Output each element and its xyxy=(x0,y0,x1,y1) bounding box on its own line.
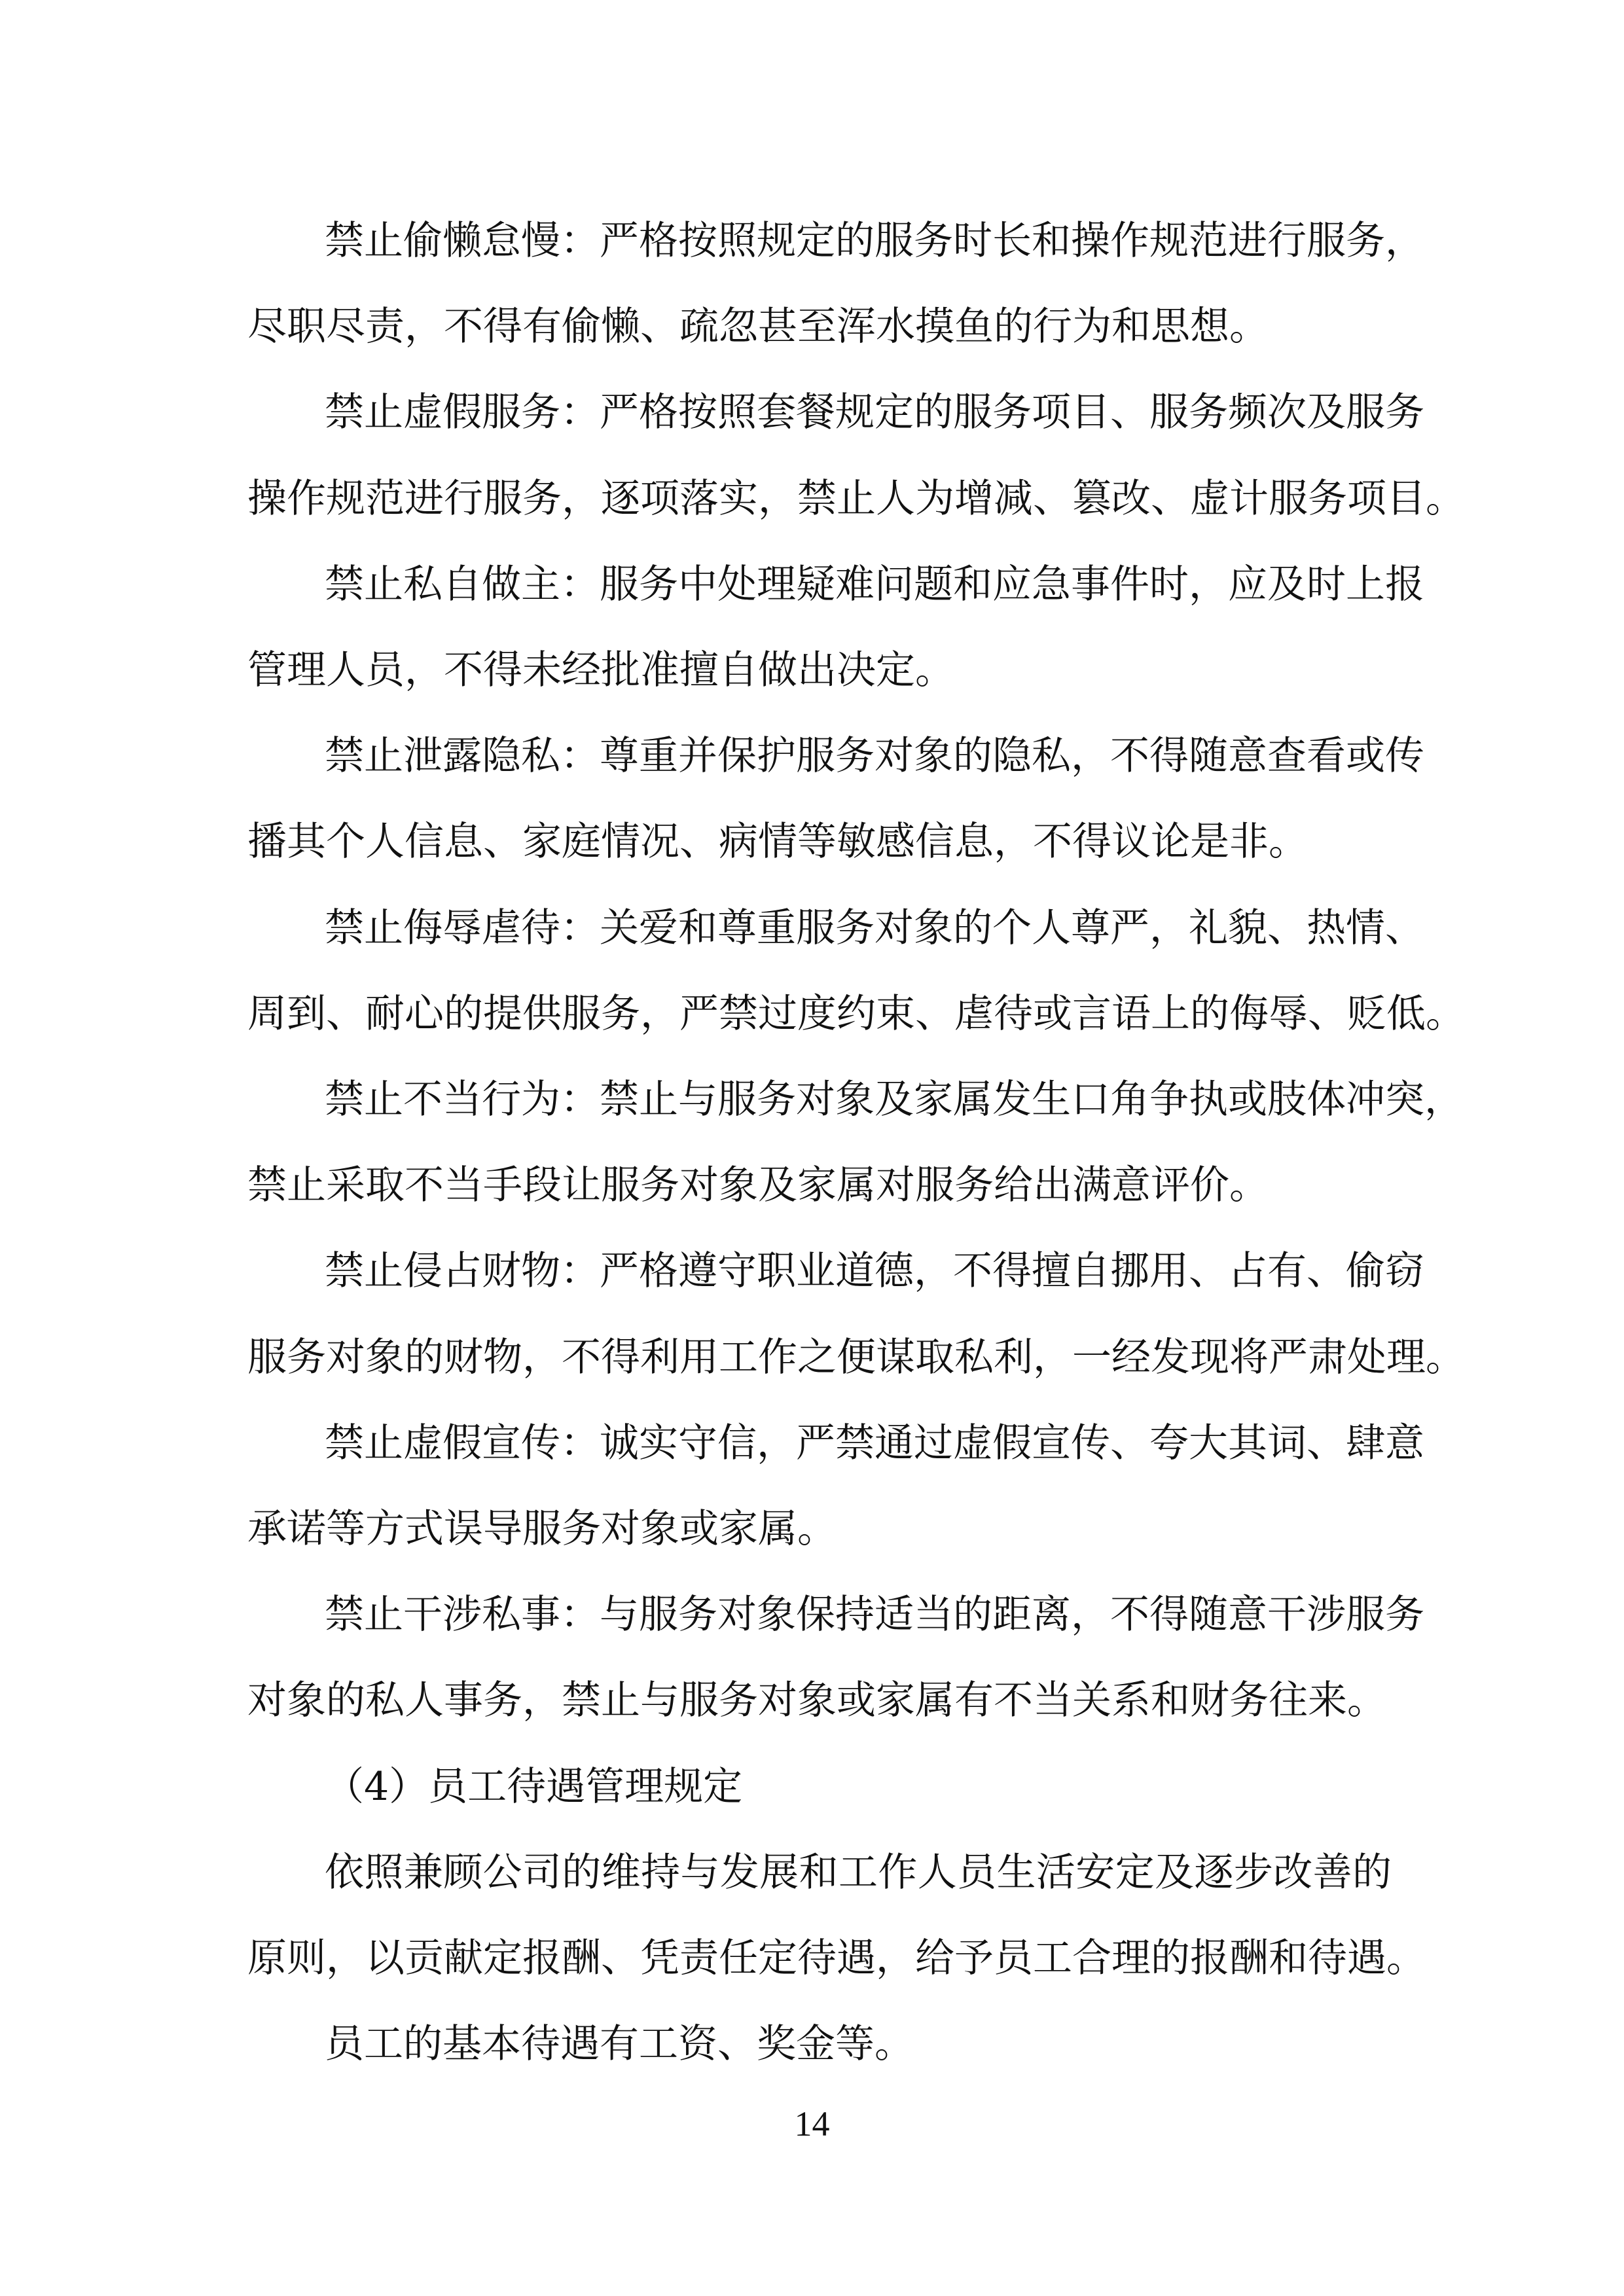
text-line: 禁止干涉私事：与服务对象保持适当的距离，不得随意干涉服务 xyxy=(325,1592,1424,1638)
text-line: 操作规范进行服务，逐项落实，禁止人为增减、篡改、虚计服务项目。 xyxy=(247,475,1465,522)
text-line: 禁止侵占财物：严格遵守职业道德，不得擅自挪用、占有、偷窃 xyxy=(325,1248,1424,1295)
text-line: 周到、耐心的提供服务，严禁过度约束、虐待或言语上的侮辱、贬低。 xyxy=(247,990,1465,1037)
text-line: 禁止采取不当手段让服务对象及家属对服务给出满意评价。 xyxy=(247,1162,1269,1209)
text-line: 禁止偷懒怠慢：严格按照规定的服务时长和操作规范进行服务， xyxy=(325,218,1424,264)
text-line: （4）员工待遇管理规定 xyxy=(325,1763,743,1810)
text-line: 禁止私自做主：服务中处理疑难问题和应急事件时，应及时上报 xyxy=(325,561,1424,607)
text-line: 管理人员，不得未经批准擅自做出决定。 xyxy=(247,647,954,693)
text-line: 尽职尽责，不得有偷懒、疏忽甚至浑水摸鱼的行为和思想。 xyxy=(247,304,1269,350)
text-line: 依照兼顾公司的维持与发展和工作人员生活安定及逐步改善的 xyxy=(325,1849,1392,1895)
text-line: 禁止泄露隐私：尊重并保护服务对象的隐私，不得随意查看或传 xyxy=(325,733,1424,780)
text-line: 禁止不当行为：禁止与服务对象及家属发生口角争执或肢体冲突， xyxy=(325,1077,1464,1122)
text-line: 禁止虚假服务：严格按照套餐规定的服务项目、服务频次及服务 xyxy=(325,389,1424,436)
text-line: 服务对象的财物，不得利用工作之便谋取私利，一经发现将严肃处理。 xyxy=(247,1334,1465,1380)
text-line: 禁止侮辱虐待：关爱和尊重服务对象的个人尊严，礼貌、热情、 xyxy=(325,905,1424,951)
text-line: 对象的私人事务，禁止与服务对象或家属有不当关系和财务往来。 xyxy=(247,1677,1386,1724)
text-line: 禁止虚假宣传：诚实守信，严禁通过虚假宣传、夸大其词、肆意 xyxy=(325,1420,1424,1466)
text-line: 员工的基本待遇有工资、奖金等。 xyxy=(325,2021,914,2068)
text-line: 播其个人信息、家庭情况、病情等敏感信息，不得议论是非。 xyxy=(247,819,1308,865)
text-line: 原则，以贡献定报酬、凭责任定待遇，给予员工合理的报酬和待遇。 xyxy=(247,1935,1426,1981)
page-number: 14 xyxy=(794,2104,830,2144)
text-line: 承诺等方式误导服务对象或家属。 xyxy=(247,1506,837,1552)
